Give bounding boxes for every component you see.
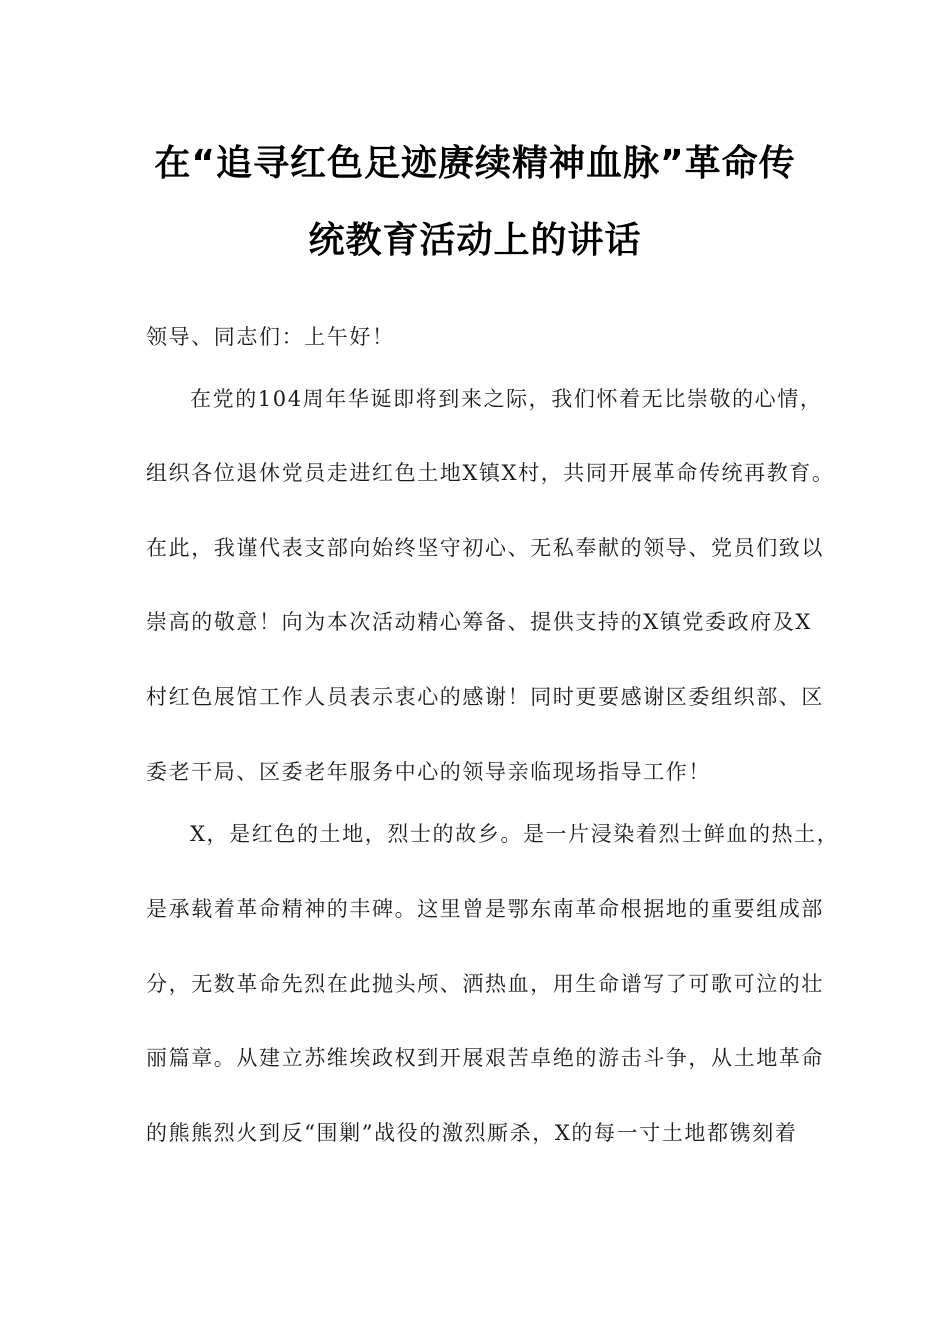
salutation: 领导、同志们：上午好！	[146, 325, 395, 349]
document-title-line-1: 在“追寻红色足迹赓续精神血脉”革命传	[154, 143, 796, 184]
document-title-line-2: 统教育活动上的讲话	[308, 220, 642, 261]
body-line: 丽篇章。从建立苏维埃政权到开展艰苦卓绝的游击斗争，从土地革命	[146, 1046, 824, 1070]
body-line: 在此，我谨代表支部向始终坚守初心、无私奉献的领导、党员们致以	[146, 536, 824, 560]
body-line: 组织各位退休党员走进红色土地X镇X村，共同开展革命传统再教育。	[146, 461, 835, 485]
body-line: 委老干局、区委老年服务中心的领导亲临现场指导工作！	[146, 760, 711, 784]
body-line: X，是红色的土地，烈士的故乡。是一片浸染着烈士鲜血的热土，	[190, 822, 840, 846]
body-line: 的熊熊烈火到反“围剿”战役的激烈厮杀，X的每一寸土地都镌刻着	[146, 1121, 798, 1145]
body-line: 是承载着革命精神的丰碑。这里曾是鄂东南革命根据地的重要组成部	[146, 897, 824, 921]
body-line: 村红色展馆工作人员表示衷心的感谢！同时更要感谢区委组织部、区	[146, 685, 824, 709]
body-line: 在党的104周年华诞即将到来之际，我们怀着无比崇敬的心情，	[190, 387, 823, 411]
body-line: 崇高的敬意！向为本次活动精心筹备、提供支持的X镇党委政府及X	[146, 610, 812, 634]
body-line: 分，无数革命先烈在此抛头颅、洒热血，用生命谱写了可歌可泣的壮	[146, 972, 824, 996]
